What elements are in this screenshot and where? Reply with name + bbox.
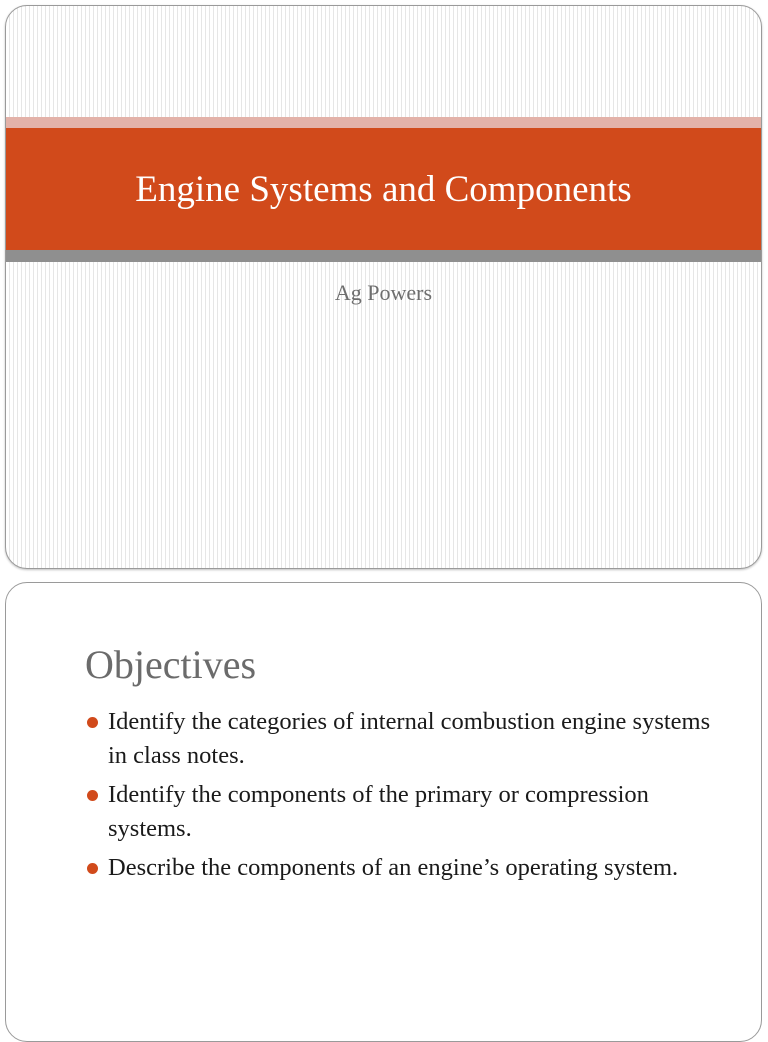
list-item [85, 705, 735, 773]
list-item-text: Identify the categories of internal combustion engine systems in class notes. [108, 708, 711, 769]
title-band [6, 128, 761, 250]
slide-title: Engine Systems and Components [135, 168, 632, 210]
title-band-top-stripe [6, 117, 761, 128]
list-item [85, 851, 735, 885]
objectives-slide [5, 582, 762, 1042]
list-item [85, 778, 735, 846]
objectives-heading: Objectives [85, 642, 257, 687]
title-band-bottom-stripe [6, 250, 761, 262]
list-item-text: Describe the components of an engine’s operating system. [108, 854, 679, 881]
bullet-dot-icon [87, 717, 98, 728]
objectives-list [85, 705, 735, 890]
bullet-dot-icon [87, 790, 98, 801]
list-item-text: Identify the components of the primary or compression systems. [108, 781, 649, 842]
title-slide [5, 5, 762, 569]
slide-subtitle: Ag Powers [334, 280, 433, 305]
bullet-dot-icon [87, 863, 98, 874]
